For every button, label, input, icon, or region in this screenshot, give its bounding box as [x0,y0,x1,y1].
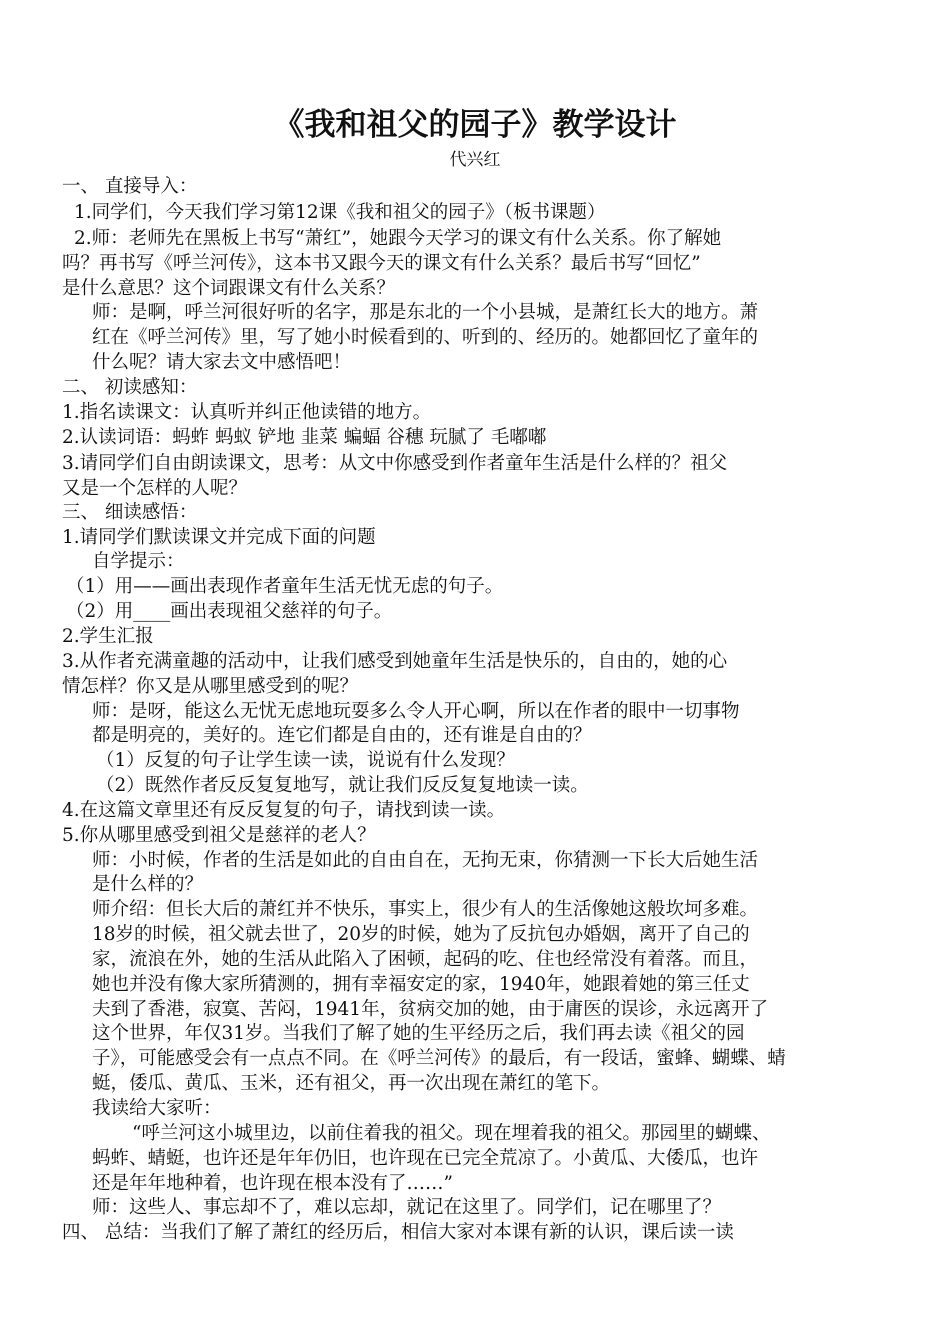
text-line: 吗？再书写《呼兰河传》，这本书又跟今天的课文有什么关系？最后书写“回忆” [62,253,701,274]
text-line: 师介绍：但长大后的萧红并不快乐，事实上，很少有人的生活像她这般坎坷多难。 [92,899,759,920]
quote-line: 还是年年地种着，也许现在根本没有了……” [92,1173,453,1194]
text-line: 我读给大家听： [92,1098,222,1119]
text-line: 蜓，倭瓜、黄瓜、玉米，还有祖父，再一次出现在萧红的笔下。 [92,1073,611,1094]
text-line: 2.师：老师先在黑板上书写“萧红”，她跟今天学习的课文有什么关系。你了解她 [74,228,722,249]
text-line: 家，流浪在外，她的生活从此陷入了困顿，起码的吃、住也经常没有着落。而且， [92,949,759,970]
text-line: 这个世界，年仅31岁。当我们了解了她的生平经历之后，我们再去读《祖父的园 [92,1023,745,1044]
section-heading: 一、 直接导入： [62,176,198,197]
text-line: 是什么意思？这个词跟课文有什么关系？ [62,278,396,299]
page-title: 《我和祖父的园子》教学设计 [273,107,677,143]
text-line: 3.请同学们自由朗读课文，思考：从文中你感受到作者童年生活是什么样的？祖父 [62,453,728,474]
text-line: （2）既然作者反反复复地写，就让我们反反复复地读一读。 [96,775,589,796]
text-line: （1）反复的句子让学生读一读，说说有什么发现？ [96,750,515,771]
text-line: （1）用——画出表现作者童年生活无忧无虑的句子。 [66,576,504,597]
text-line: 5.你从哪里感受到祖父是慈祥的老人？ [62,825,376,846]
text-line: 她也并没有像大家所猜测的，拥有幸福安定的家，1940年，她跟着她的第三任丈 [92,974,750,995]
text-line: 1.请同学们默读课文并完成下面的问题 [62,527,376,548]
text-line: 夫到了香港，寂寞、苦闷，1941年，贫病交加的她，由于庸医的误诊，永远离开了 [92,999,769,1020]
author-name: 代兴红 [449,150,501,170]
text-line: 3.从作者充满童趣的活动中，让我们感受到她童年生活是快乐的，自由的，她的心 [62,651,728,672]
text-line: 是什么样的？ [92,874,204,895]
text-line: 4.在这篇文章里还有反反复复的句子，请找到读一读。 [62,800,506,821]
section-heading: 四、 总结：当我们了解了萧红的经历后，相信大家对本课有新的认识，课后读一读 [62,1222,734,1243]
section-heading: 二、 初读感知： [62,377,198,398]
section-heading: 三、 细读感悟： [62,502,198,523]
text-line: 1.同学们，今天我们学习第12课《我和祖父的园子》（板书课题） [74,202,606,223]
text-line: 师：这些人、事忘却不了，难以忘却，就记在这里了。同学们，记在哪里了？ [92,1197,722,1218]
text-line: 什么呢？请大家去文中感悟吧！ [92,352,352,373]
text-line: 师：小时候，作者的生活是如此的自由自在，无拘无束，你猜测一下长大后她生活 [92,850,759,871]
text-line: 情怎样？你又是从哪里感受到的呢？ [62,676,359,697]
quote-line: 蚂蚱、蜻蜓，也许还是年年仍旧，也许现在已完全荒凉了。小黄瓜、大倭瓜，也许 [92,1148,759,1169]
text-line: 子》，可能感受会有一点点不同。在《呼兰河传》的最后，有一段话，蜜蜂、蝴蝶、蜻 [92,1048,786,1069]
text-line: 师：是呀，能这么无忧无虑地玩耍多么令人开心啊，所以在作者的眼中一切事物 [92,701,740,722]
text-line: 又是一个怎样的人呢？ [62,478,248,499]
quote-line: “呼兰河这小城里边，以前住着我的祖父。现在埋着我的祖父。那园里的蝴蝶、 [132,1123,771,1144]
text-line: （2）用____画出表现祖父慈祥的句子。 [66,601,393,622]
vocabulary-line: 2.认读词语：蚂蚱 蚂蚁 铲地 韭菜 蝙蝠 谷穗 玩腻了 毛嘟嘟 [62,427,547,448]
text-line: 自学提示： [92,551,185,572]
text-line: 师：是啊，呼兰河很好听的名字，那是东北的一个小县城，是萧红长大的地方。萧 [92,302,759,323]
text-line: 都是明亮的，美好的。连它们都是自由的，还有谁是自由的？ [92,725,592,746]
text-line: 红在《呼兰河传》里，写了她小时候看到的、听到的、经历的。她都回忆了童年的 [92,327,759,348]
text-line: 18岁的时候，祖父就去世了，20岁的时候，她为了反抗包办婚姻，离开了自己的 [92,924,750,945]
text-line: 1.指名读课文：认真听并纠正他读错的地方。 [62,402,432,423]
text-line: 2.学生汇报 [62,626,154,647]
